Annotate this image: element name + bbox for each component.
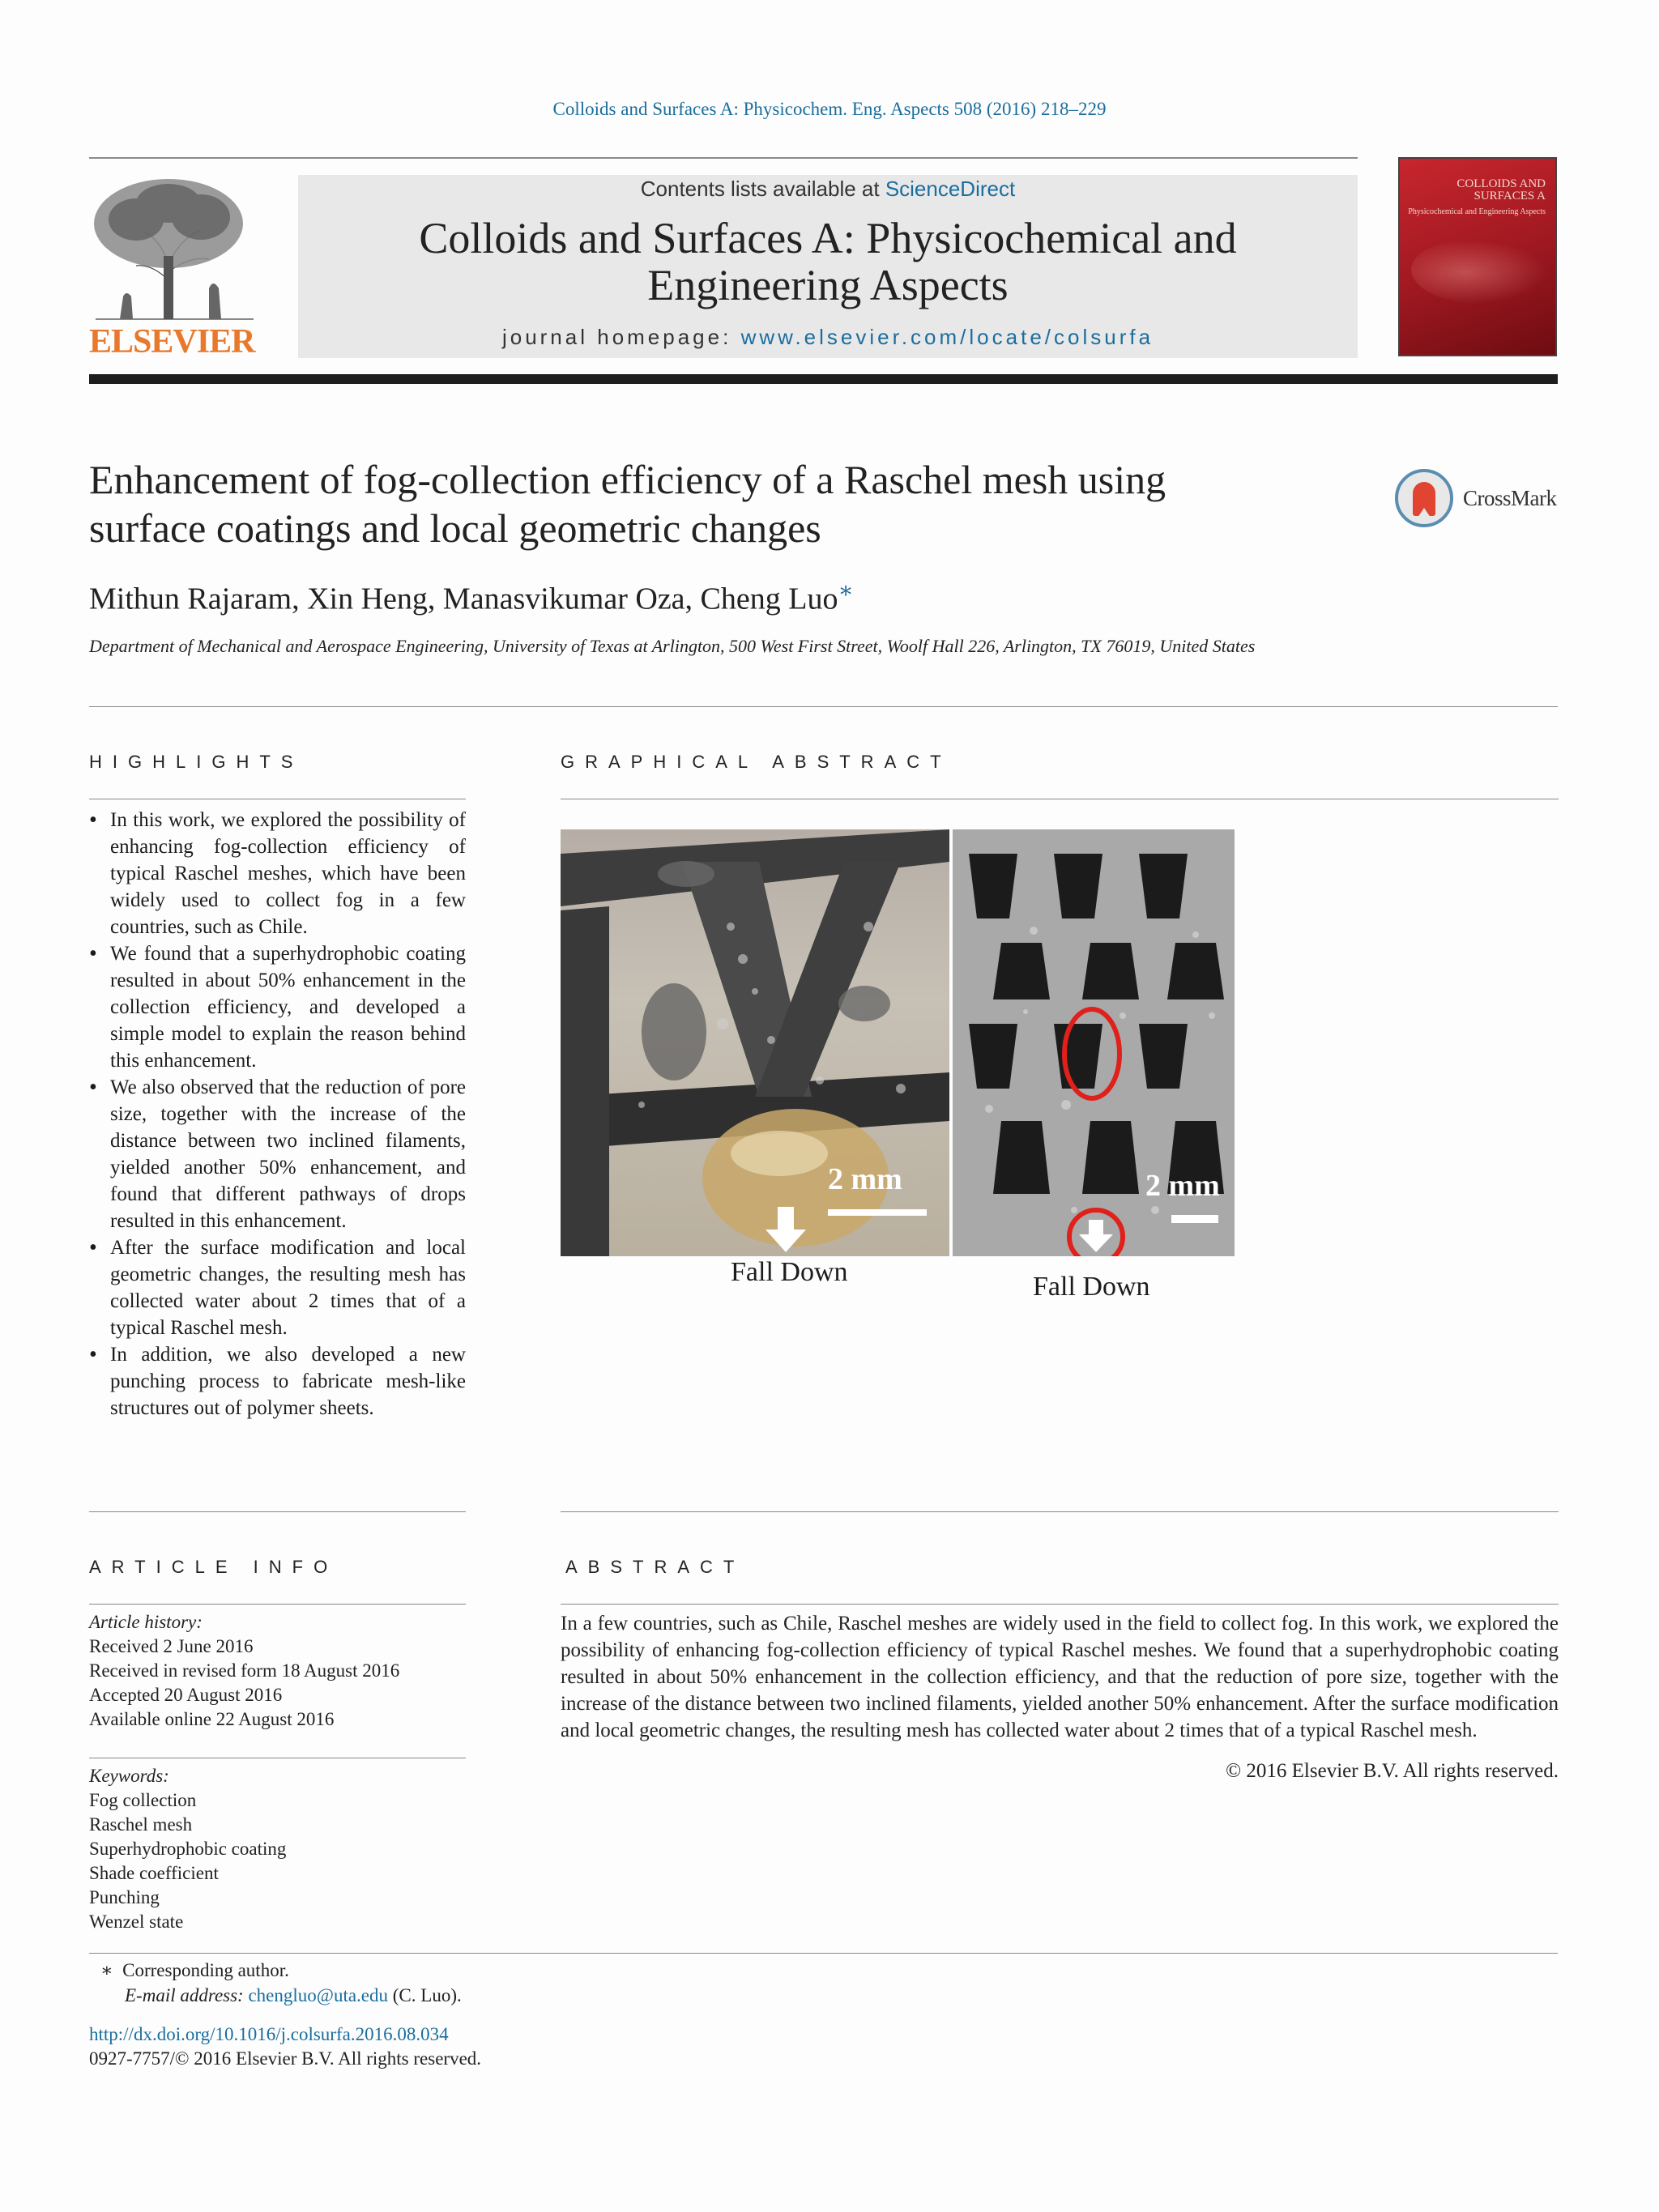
journal-title-line1: Colloids and Surfaces A: Physicochemical and xyxy=(419,214,1237,262)
homepage-link[interactable]: www.elsevier.com/locate/colsurfa xyxy=(740,325,1154,349)
abstract-copyright: © 2016 Elsevier B.V. All rights reserved. xyxy=(1226,1760,1559,1782)
journal-cover-thumbnail[interactable] xyxy=(1398,157,1557,356)
abstract-rule-top xyxy=(561,1604,1559,1605)
highlight-item: • We also observed that the reduction of pore size, together with the increase of the distance between two inclined filaments, yielded another 50% enhancement, and found that different pathways of drops resulted in this enhancement. xyxy=(89,1074,466,1234)
doi-block xyxy=(89,2022,481,2071)
history-accepted: Accepted 20 August 2016 xyxy=(89,1685,283,1705)
keyword: Wenzel state xyxy=(89,1912,184,1932)
sciencedirect-link[interactable]: ScienceDirect xyxy=(885,177,1016,201)
highlight-item: • In addition, we also developed a new punching process to fabricate mesh-like structures out of polymer sheets. xyxy=(89,1341,466,1421)
keyword: Punching xyxy=(89,1887,160,1907)
journal-homepage xyxy=(298,325,1358,350)
history-revised: Received in revised form 18 August 2016 xyxy=(89,1660,400,1681)
keywords-block xyxy=(89,1764,466,1934)
journal-citation[interactable]: Colloids and Surfaces A: Physicochem. Eng. Aspects 508 (2016) 218–229 xyxy=(552,99,1107,119)
highlight-item: • After the surface modification and local geometric changes, the resulting mesh has collected water about 2 times that of a typical Raschel mesh. xyxy=(89,1234,466,1341)
footnote-line-1 xyxy=(100,1958,462,1983)
author-list xyxy=(89,577,854,617)
crossmark-badge[interactable] xyxy=(1393,467,1563,532)
cover-artwork xyxy=(1411,240,1547,305)
paper-title xyxy=(89,455,1353,552)
header-rule xyxy=(89,157,1358,159)
caption-left: Fall Down xyxy=(731,1257,848,1287)
email-suffix: (C. Luo). xyxy=(392,1985,462,2005)
article-history xyxy=(89,1610,466,1732)
paper-title-line1: Enhancement of fog-collection efficiency of a Raschel mesh using xyxy=(89,457,1166,502)
email-label: E-mail address: xyxy=(125,1985,244,2005)
contents-line xyxy=(298,177,1358,202)
footnote-marker: ∗ xyxy=(100,1960,113,1980)
crossmark-icon xyxy=(1395,469,1453,527)
highlight-item: • In this work, we explored the possibility of enhancing fog-collection efficiency of typical Raschel meshes, which have been widely used to collect fog in a few countries, such as Chile. xyxy=(89,807,466,940)
scale-bar-left xyxy=(828,1209,927,1216)
journal-banner xyxy=(298,175,1358,358)
corresponding-author-marker[interactable]: ∗ xyxy=(838,578,854,603)
title-block-rule xyxy=(89,706,1558,707)
keyword: Shade coefficient xyxy=(89,1863,219,1883)
journal-title xyxy=(298,215,1358,309)
graphical-abstract-figure xyxy=(561,829,1239,1315)
issn-line: 0927-7757/© 2016 Elsevier B.V. All rights reserved. xyxy=(89,2048,482,2069)
header-thick-rule xyxy=(89,374,1558,384)
tree-icon xyxy=(87,175,262,321)
keyword: Fog collection xyxy=(89,1790,197,1810)
cover-subtitle: Physicochemical and Engineering Aspects xyxy=(1408,207,1546,216)
footnote-rule xyxy=(89,1953,1558,1954)
affiliation: Department of Mechanical and Aerospace Engineering, University of Texas at Arlington, 500 West First Street, Woolf Hall 226, Arlington, TX 76019, United States xyxy=(89,636,1256,656)
history-label: Article history: xyxy=(89,1612,203,1632)
mesh-photo-coated xyxy=(561,829,949,1256)
homepage-prefix: journal homepage: xyxy=(501,325,741,349)
cover-title: COLLOIDS AND SURFACES A xyxy=(1456,177,1546,202)
graphical-abstract-rule-bottom xyxy=(561,1511,1559,1512)
graphical-abstract-heading: GRAPHICAL ABSTRACT xyxy=(561,752,952,772)
highlights-heading: HIGHLIGHTS xyxy=(89,752,304,772)
journal-title-line2: Engineering Aspects xyxy=(647,261,1009,309)
article-info-heading: ARTICLE INFO xyxy=(89,1557,339,1577)
footnote-text: Corresponding author. xyxy=(122,1960,289,1980)
keyword: Superhydrophobic coating xyxy=(89,1839,287,1859)
scale-label-right: 2 mm xyxy=(1145,1169,1220,1203)
abstract-heading: ABSTRACT xyxy=(565,1557,745,1577)
crossmark-label: CrossMark xyxy=(1463,486,1557,510)
scale-label-left: 2 mm xyxy=(828,1162,902,1196)
highlights-rule-bottom xyxy=(89,1511,466,1512)
highlights-list xyxy=(89,807,466,1421)
paper-title-line2: surface coatings and local geometric changes xyxy=(89,505,821,551)
caption-right: Fall Down xyxy=(1033,1272,1150,1302)
mesh-photo-punched xyxy=(953,829,1235,1256)
elsevier-logo[interactable] xyxy=(87,175,262,361)
highlight-item: • We found that a superhydrophobic coating resulted in about 50% enhancement in the collection efficiency, and developed a simple model to explain the reason behind this enhancement. xyxy=(89,940,466,1074)
abstract-text: In a few countries, such as Chile, Raschel meshes are widely used in the field to collect fog. In this work, we explored the possibility of enhancing fog-collection efficiency of typical Raschel meshes. We found that a superhydrophobic coating resulted in about 50% enhancement in the collection efficiency, and that the reduction of pore size, together with the increase of the distance between two inclined filaments, yielded another 50% enhancement. After the surface modification and local geometric changes, the resulting mesh has collected water about 2 times that of a typical Raschel mesh. xyxy=(561,1613,1559,1741)
footnote-line-2 xyxy=(100,1983,462,2008)
history-received: Received 2 June 2016 xyxy=(89,1636,254,1656)
fall-down-arrow-icon xyxy=(766,1207,806,1252)
contents-prefix: Contents lists available at xyxy=(640,177,885,201)
elsevier-wordmark: ELSEVIER xyxy=(89,323,255,360)
corresponding-author-footnote xyxy=(100,1958,462,2008)
keyword: Raschel mesh xyxy=(89,1814,193,1835)
doi-link[interactable]: http://dx.doi.org/10.1016/j.colsurfa.2016.08.034 xyxy=(89,2024,449,2044)
email-link[interactable]: chengluo@uta.edu xyxy=(248,1985,389,2005)
authors-text: Mithun Rajaram, Xin Heng, Manasvikumar Oza, Cheng Luo xyxy=(89,582,838,616)
article-info-rule-top xyxy=(89,1604,466,1605)
history-online: Available online 22 August 2016 xyxy=(89,1709,335,1729)
keywords-label: Keywords: xyxy=(89,1766,169,1786)
